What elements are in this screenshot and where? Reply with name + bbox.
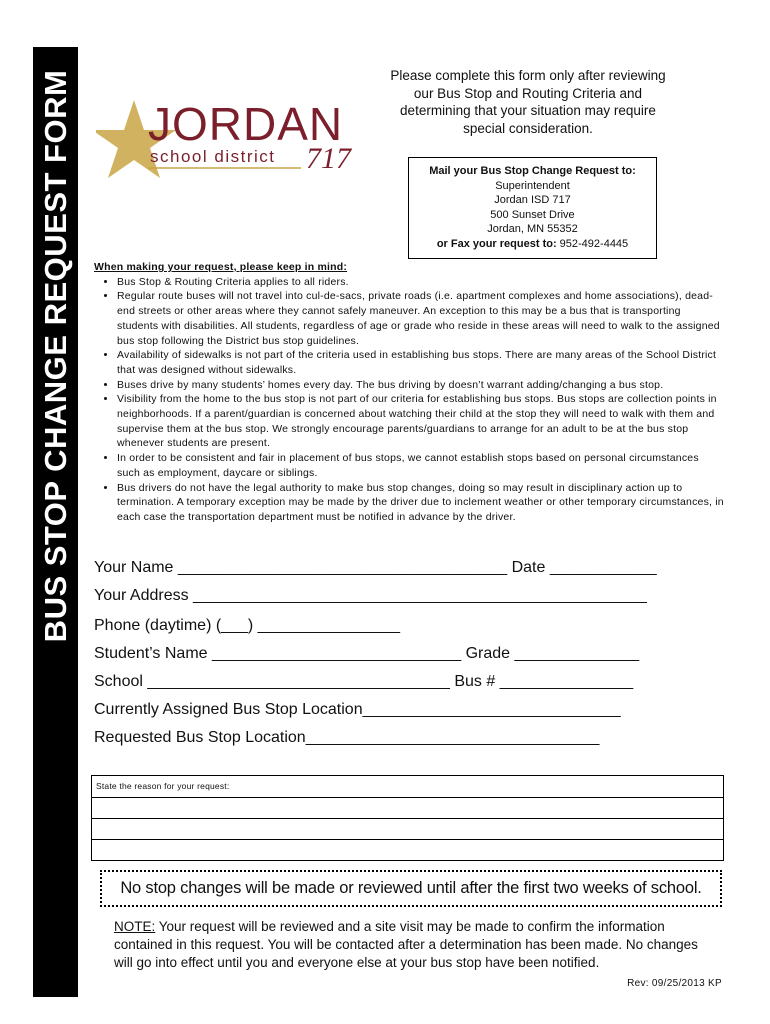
list-item: • In order to be consistent and fair in placement of bus stops, we cannot establish stops based on personal circumstances such as employment, daycare or siblings. (117, 451, 724, 480)
note-label: NOTE: (114, 919, 156, 934)
school-bus-field[interactable]: School __________________________________ Bus # _______________ (94, 673, 634, 690)
form-title-vertical: BUS STOP CHANGE REQUEST FORM (38, 69, 73, 643)
logo-district-text: school district (150, 147, 276, 166)
intro-text: Please complete this form only after reviewing our Bus Stop and Routing Criteria and determining that your situation may require special consideration. (390, 68, 666, 136)
list-item: • Bus drivers do not have the legal authority to make bus stop changes, doing so may result in disciplinary action up to termination. A temporary exception may be made by the driver due to inclement weather or other temporary circumstances, in each case the transportation department must be notified in advance by the driver. (117, 481, 724, 525)
revision-text: Rev: 09/25/2013 KP (627, 978, 722, 989)
list-item: • Visibility from the home to the bus stop is not part of our criteria for establishing bus stops. Bus stops are collection points in neighborhoods. If a parent/guardian is concerned about watching their child at the stop they will need to walk with them and supervise them at the bus stop. We strongly encourage parents/guardians to arrange for an adult to be at the bus stop whenever students are present. (117, 392, 724, 451)
guidelines-section (94, 260, 724, 525)
phone-field[interactable]: Phone (daytime) (___) ________________ (94, 617, 401, 634)
note-text: Your request will be reviewed and a site visit may be made to confirm the information contained in this request. You will be contacted after a determination has been made. No changes will go into effect until you and everyone else at your bus stop have been notified. (114, 919, 698, 970)
fax-line (409, 237, 656, 252)
mail-heading: Mail your Bus Stop Change Request to: (429, 165, 636, 177)
mail-line-3: 500 Sunset Drive (490, 208, 575, 221)
list-item: • Availability of sidewalks is not part of the criteria used in establishing bus stops. There are many areas of the School District that was designed without sidewalks. (117, 348, 724, 377)
jordan-logo (96, 92, 386, 192)
guidelines-list (94, 275, 724, 525)
address-field[interactable]: Your Address ___________________________________________________ (94, 587, 647, 604)
mail-line-4: Jordan, MN 55352 (487, 223, 578, 235)
reason-line (92, 818, 723, 819)
guidelines-heading: When making your request, please keep in mind: (94, 261, 348, 273)
name-date-field[interactable]: Your Name _____________________________________ Date ____________ (94, 559, 657, 576)
mail-address-box (408, 157, 657, 259)
reason-line (92, 797, 723, 798)
list-item: • Bus Stop & Routing Criteria applies to all riders. (117, 275, 724, 290)
no-changes-banner: No stop changes will be made or reviewed until after the first two weeks of school. (100, 870, 722, 907)
mail-line-2: Jordan ISD 717 (494, 194, 571, 206)
student-grade-field[interactable]: Student’s Name ____________________________ Grade ______________ (94, 645, 640, 662)
requested-stop-field[interactable]: Requested Bus Stop Location_________________________________ (94, 729, 600, 746)
note-paragraph (114, 918, 714, 972)
list-item: • Buses drive by many students’ homes every day. The bus driving by doesn’t warrant adding/changing a bus stop. (117, 378, 724, 393)
logo-jordan-text: JORDAN (148, 98, 344, 150)
reason-label: State the reason for your request: (96, 781, 230, 791)
logo-number-text: 717 (306, 142, 351, 175)
fax-label: or Fax your request to: (436, 237, 557, 250)
list-item: • Regular route buses will not travel into cul-de-sacs, private roads (i.e. apartment complexes and home associations), dead-end streets or other areas where they cannot safely maneuver. An exception to this may be a bus that is transporting students with disabilities. All students, regardless of age or grade who reside in these areas will need to walk to the assigned bus stop following the District bus stop guidelines. (117, 289, 724, 348)
current-stop-field[interactable]: Currently Assigned Bus Stop Location_____________________________ (94, 701, 621, 718)
mail-line-1: Superintendent (495, 179, 570, 192)
fax-number: 952-492-4445 (556, 237, 629, 250)
reason-line (92, 839, 723, 840)
reason-box[interactable] (91, 775, 724, 861)
